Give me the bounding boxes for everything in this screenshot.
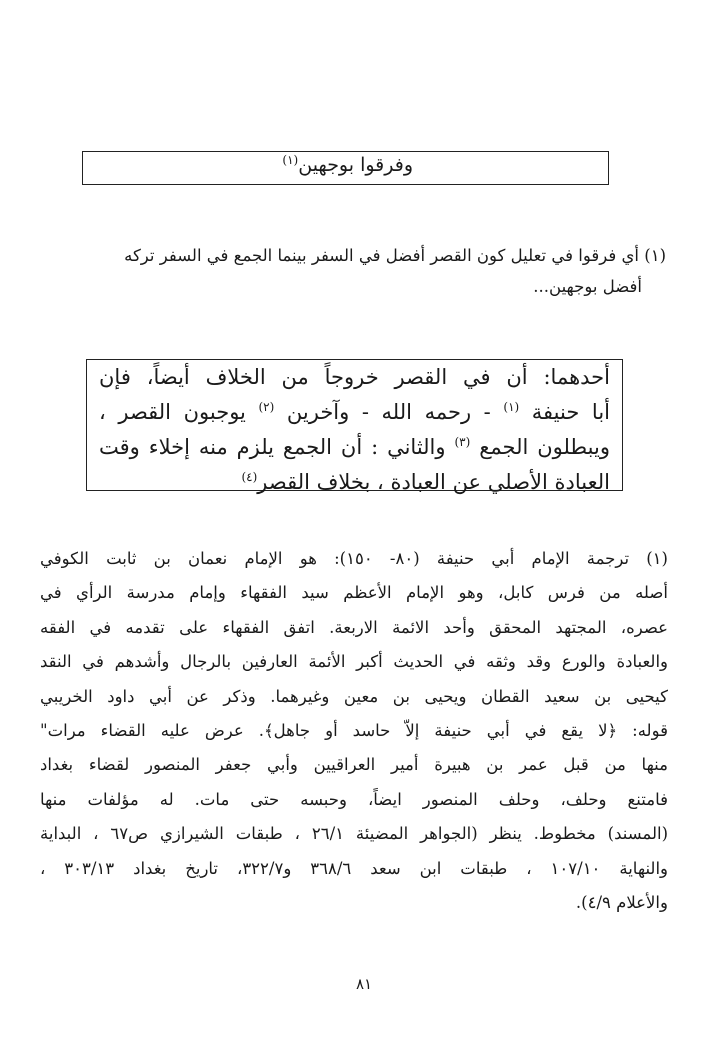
main-text-segment: أحدهما: أن في القصر خروجاً من الخلاف أيضاً، فإن [99, 365, 610, 389]
footnote-top-line: (١) أي فرقوا في تعليل كون القصر أفضل في السفر بينما الجمع في السفر تركه [124, 246, 666, 265]
page-number: ٨١ [355, 975, 373, 993]
footnote-line: (المسند) مخطوط. ينظر (الجواهر المضيئة ٢٦/١ ، طبقات الشيرازي ص٦٧ ، البداية [40, 824, 669, 844]
main-text-line [99, 427, 610, 462]
main-text-segment: - رحمه الله - وآخرين [274, 400, 504, 424]
main-text-segment: أبا حنيفة [519, 400, 610, 424]
main-text-segment: والثاني : أن الجمع يلزم منه إخلاء وقت [99, 435, 455, 459]
main-text-line [99, 362, 610, 392]
footnote-line: (١) ترجمة الإمام أبي حنيفة (٨٠- ١٥٠): هو الإمام نعمان بن ثابت الكوفي [40, 549, 668, 568]
footnote-top [40, 240, 666, 302]
footnote-ref: (١) [503, 400, 520, 414]
main-text-segment: العبادة الأصلي عن العبادة ، بخلاف القصر [257, 470, 610, 494]
footnote-ref: (٣) [454, 435, 471, 449]
footnote-line: أصله من فرس كابل، وهو الإمام الأعظم سيد الفقهاء وإمام مدرسة الرأي في [40, 583, 668, 603]
footnote-line: والنهاية ١٠٧/١٠ ، طبقات ابن سعد ٣٦٨/٦ و٣٢٢/٧، تاريخ بغداد ٣٠٣/١٣ ، [40, 858, 668, 878]
main-text-box [86, 359, 623, 494]
main-text-line [99, 392, 610, 427]
footnote-line: قوله: ﴿لا يقع في أبي حنيفة إلاّ حاسد أو جاهل﴾. عرض عليه القضاء مرات" [40, 720, 668, 740]
footnote-line: فامتنع وحلف، وحلف المنصور ايضاً، وحبسه حتى مات. له مؤلفات منها [40, 789, 668, 809]
main-text-segment: يوجبون القصر ، [99, 400, 259, 424]
footnote-line: عصره، المجتهد المحقق وأحد الائمة الاربعة. اتفق الفقهاء على تقدمه في الفقه [40, 617, 668, 637]
footnote-ref: (٤) [241, 470, 258, 484]
heading-note-ref: (١) [282, 153, 299, 167]
footnote-ref: (٢) [258, 400, 275, 414]
footnote-top-line: أفضل بوجهين... [533, 277, 642, 296]
heading-box [82, 151, 609, 185]
section-heading [279, 153, 413, 176]
footnote-line: والعبادة والورع وقد وثقه في الحديث أكبر الأئمة العارفين بالرجال وأشدهم في النقد [40, 652, 668, 672]
footnote-line: والأعلام ٤/٩). [575, 892, 668, 912]
footnote-line: كيحيى بن سعيد القطان ويحيى بن معين وغيرهما. وذكر عن أبي داود الخريبي [40, 686, 668, 706]
main-text-line [99, 462, 610, 497]
heading-text: وفرقوا بوجهين [298, 154, 413, 176]
footnote-line: منها من قبل عمر بن هبيرة أمير العراقيين وأبي جعفر المنصور لقضاء بغداد [40, 755, 668, 775]
footnote-biography [40, 542, 668, 920]
main-text-segment: ويبطلون الجمع [470, 435, 610, 459]
